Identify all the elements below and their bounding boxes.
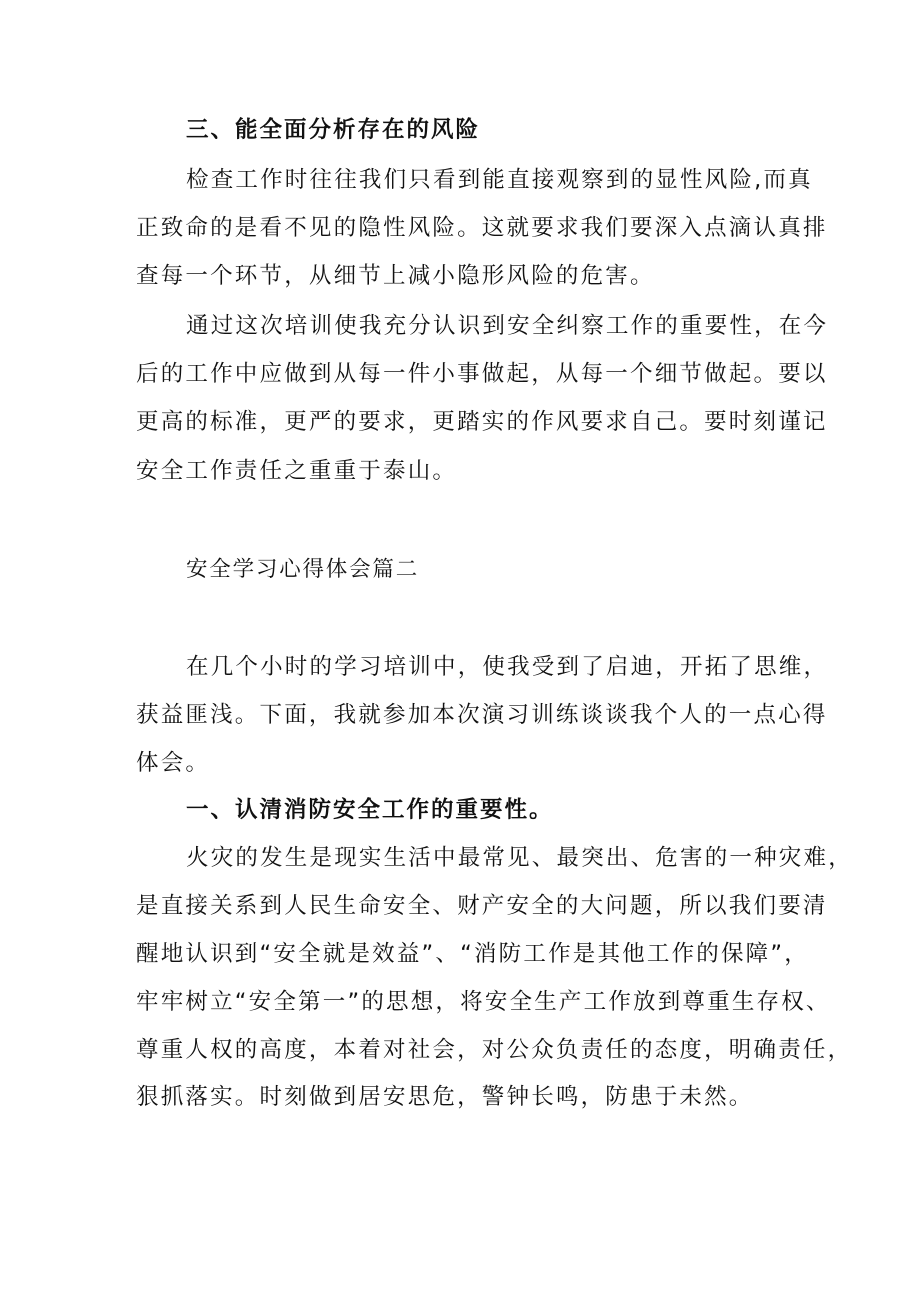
intro-paragraph-line-1: 在几个小时的学习培训中，使我受到了启迪，开拓了思维，: [186, 654, 829, 680]
intro-paragraph-line-3: 体会。: [136, 750, 211, 776]
training-paragraph-line-3: 更高的标准，更严的要求，更踏实的作风要求自己。要时刻谨记: [136, 409, 828, 435]
risk-paragraph-line-1: 检查工作时往往我们只看到能直接观察到的显性风险,而真: [186, 167, 813, 193]
article-title: 安全学习心得体会篇二: [186, 557, 420, 582]
risk-heading: 三、能全面分析存在的风险: [186, 117, 481, 143]
risk-paragraph-line-2: 正致命的是看不见的隐性风险。这就要求我们要深入点滴认真排: [136, 215, 828, 241]
fire-paragraph-line-1: 火灾的发生是现实生活中最常见、最突出、危害的一种灾难，: [186, 845, 853, 871]
training-paragraph-line-2: 后的工作中应做到从每一件小事做起，从每一个细节做起。要以: [136, 361, 828, 387]
fire-paragraph-line-5: 尊重人权的高度，本着对社会，对公众负责任的态度，明确责任，: [136, 1037, 853, 1063]
training-paragraph-line-4: 安全工作责任之重重于泰山。: [136, 458, 458, 484]
fire-heading: 一、认清消防安全工作的重要性。: [186, 797, 554, 823]
fire-paragraph-line-3: 醒地认识到“安全就是效益”、“消防工作是其他工作的保障”，: [136, 941, 809, 967]
intro-paragraph-line-2: 获益匪浅。下面，我就参加本次演习训练谈谈我个人的一点心得: [136, 702, 828, 728]
fire-paragraph-line-6: 狠抓落实。时刻做到居安思危，警钟长鸣，防患于未然。: [136, 1084, 754, 1110]
fire-paragraph-line-4: 牢牢树立“安全第一”的思想，将安全生产工作放到尊重生存权、: [136, 989, 831, 1015]
fire-paragraph-line-2: 是直接关系到人民生命安全、财产安全的大问题，所以我们要清: [136, 893, 828, 919]
risk-paragraph-line-3: 查每一个环节，从细节上减小隐形风险的危害。: [136, 263, 655, 289]
training-paragraph-line-1: 通过这次培训使我充分认识到安全纠察工作的重要性，在今: [186, 313, 829, 339]
